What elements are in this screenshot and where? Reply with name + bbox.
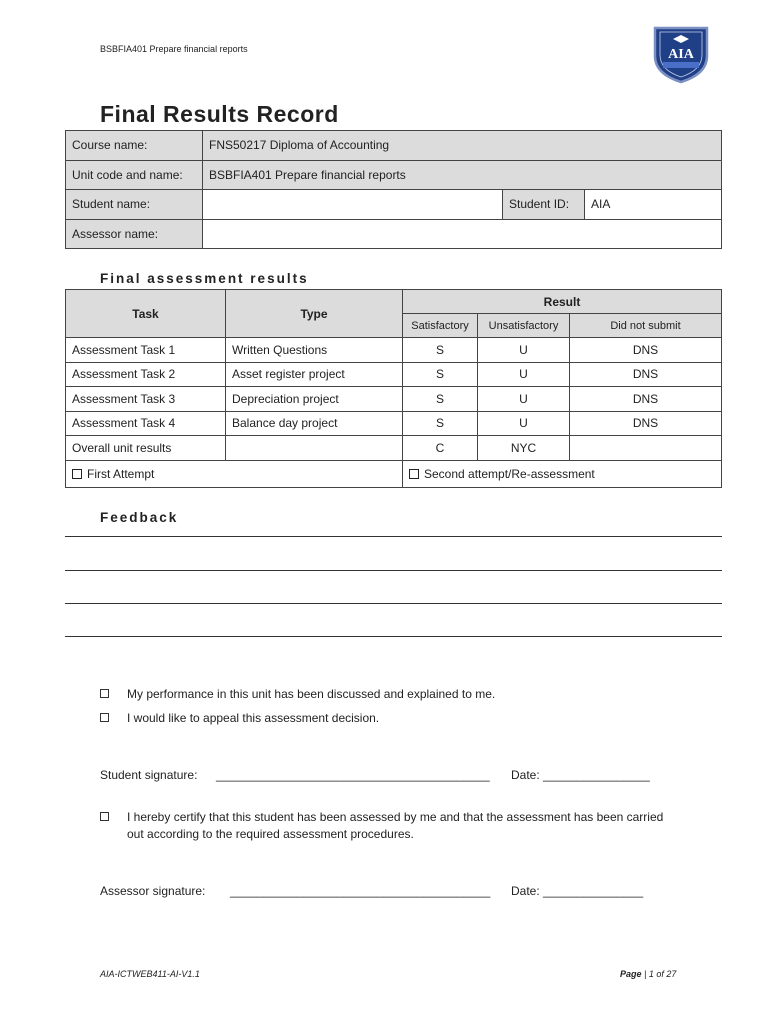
footer-page-number xyxy=(620,969,676,979)
type-cell: Asset register project xyxy=(226,362,403,387)
table-row xyxy=(66,362,722,387)
aia-logo xyxy=(651,22,711,84)
unit-value[interactable]: BSBFIA401 Prepare financial reports xyxy=(203,160,722,190)
unit-label: Unit code and name: xyxy=(66,160,203,190)
appeal-declaration xyxy=(100,710,667,727)
footer-document-code: AIA-ICTWEB411-AI-V1.1 xyxy=(100,969,200,979)
satisfactory-cell[interactable]: S xyxy=(403,338,478,363)
certify-checkbox[interactable] xyxy=(100,812,109,821)
table-row xyxy=(66,411,722,436)
feedback-line[interactable] xyxy=(65,636,722,637)
certify-declaration xyxy=(100,809,667,843)
results-heading: Final assessment results xyxy=(100,271,309,286)
student-id-label: Student ID: xyxy=(503,190,585,220)
result-header: Result xyxy=(403,290,722,314)
logo-text: AIA xyxy=(668,47,694,62)
info-table xyxy=(65,130,722,249)
type-cell: Balance day project xyxy=(226,411,403,436)
satisfactory-header: Satisfactory xyxy=(403,314,478,338)
competent-cell[interactable]: C xyxy=(403,436,478,461)
assessor-date-field[interactable]: Date: _______________ xyxy=(511,884,644,898)
feedback-line[interactable] xyxy=(65,603,722,604)
second-attempt-checkbox[interactable] xyxy=(409,469,419,479)
first-attempt-checkbox[interactable] xyxy=(72,469,82,479)
second-attempt-label: Second attempt/Re-assessment xyxy=(424,466,595,481)
unsatisfactory-cell[interactable]: U xyxy=(478,338,570,363)
not-yet-competent-cell[interactable]: NYC xyxy=(478,436,570,461)
feedback-line[interactable] xyxy=(65,536,722,537)
discussed-declaration xyxy=(100,686,667,703)
satisfactory-cell[interactable]: S xyxy=(403,387,478,412)
type-cell: Written Questions xyxy=(226,338,403,363)
course-value[interactable]: FNS50217 Diploma of Accounting xyxy=(203,131,722,161)
type-header: Type xyxy=(226,290,403,338)
feedback-line[interactable] xyxy=(65,570,722,571)
assessor-name-label: Assessor name: xyxy=(66,219,203,249)
task-header: Task xyxy=(66,290,226,338)
satisfactory-cell[interactable]: S xyxy=(403,411,478,436)
unsatisfactory-cell[interactable]: U xyxy=(478,362,570,387)
student-signature-label: Student signature: xyxy=(100,768,198,782)
first-attempt-option[interactable] xyxy=(66,460,403,487)
feedback-heading: Feedback xyxy=(100,510,179,525)
student-id-field[interactable]: AIA xyxy=(585,190,722,220)
overall-label: Overall unit results xyxy=(66,436,226,461)
task-cell: Assessment Task 1 xyxy=(66,338,226,363)
assessor-signature-line[interactable]: _______________________________________ xyxy=(230,884,491,898)
attempt-row xyxy=(66,460,722,487)
dns-cell[interactable]: DNS xyxy=(570,387,722,412)
first-attempt-label: First Attempt xyxy=(87,466,155,481)
table-row xyxy=(66,387,722,412)
student-date-field[interactable]: Date: ________________ xyxy=(511,768,650,782)
appeal-text: I would like to appeal this assessment decision. xyxy=(127,711,380,725)
unsatisfactory-cell[interactable]: U xyxy=(478,387,570,412)
overall-type-cell xyxy=(226,436,403,461)
assessor-name-field[interactable] xyxy=(203,219,722,249)
task-cell: Assessment Task 3 xyxy=(66,387,226,412)
overall-row xyxy=(66,436,722,461)
overall-dns-cell xyxy=(570,436,722,461)
appeal-checkbox[interactable] xyxy=(100,713,109,722)
unsatisfactory-header: Unsatisfactory xyxy=(478,314,570,338)
type-cell: Depreciation project xyxy=(226,387,403,412)
discussed-text: My performance in this unit has been discussed and explained to me. xyxy=(127,687,496,701)
second-attempt-option[interactable] xyxy=(403,460,722,487)
student-signature-line[interactable]: _________________________________________ xyxy=(216,768,490,782)
course-label: Course name: xyxy=(66,131,203,161)
dns-cell[interactable]: DNS xyxy=(570,338,722,363)
task-cell: Assessment Task 2 xyxy=(66,362,226,387)
did-not-submit-header: Did not submit xyxy=(570,314,722,338)
table-row xyxy=(66,338,722,363)
page-count: | 1 of 27 xyxy=(641,969,677,979)
discussed-checkbox[interactable] xyxy=(100,689,109,698)
task-cell: Assessment Task 4 xyxy=(66,411,226,436)
certify-text: I hereby certify that this student has been assessed by me and that the assessment has been carried out according to the required assessment procedures. xyxy=(127,810,664,841)
dns-cell[interactable]: DNS xyxy=(570,362,722,387)
student-name-label: Student name: xyxy=(66,190,203,220)
student-name-field[interactable] xyxy=(203,190,503,220)
results-table xyxy=(65,289,722,488)
header-unit-code: BSBFIA401 Prepare financial reports xyxy=(100,44,248,54)
unsatisfactory-cell[interactable]: U xyxy=(478,411,570,436)
page-title: Final Results Record xyxy=(100,101,339,127)
page-label: Page xyxy=(620,969,642,979)
assessor-signature-label: Assessor signature: xyxy=(100,884,206,898)
satisfactory-cell[interactable]: S xyxy=(403,362,478,387)
dns-cell[interactable]: DNS xyxy=(570,411,722,436)
